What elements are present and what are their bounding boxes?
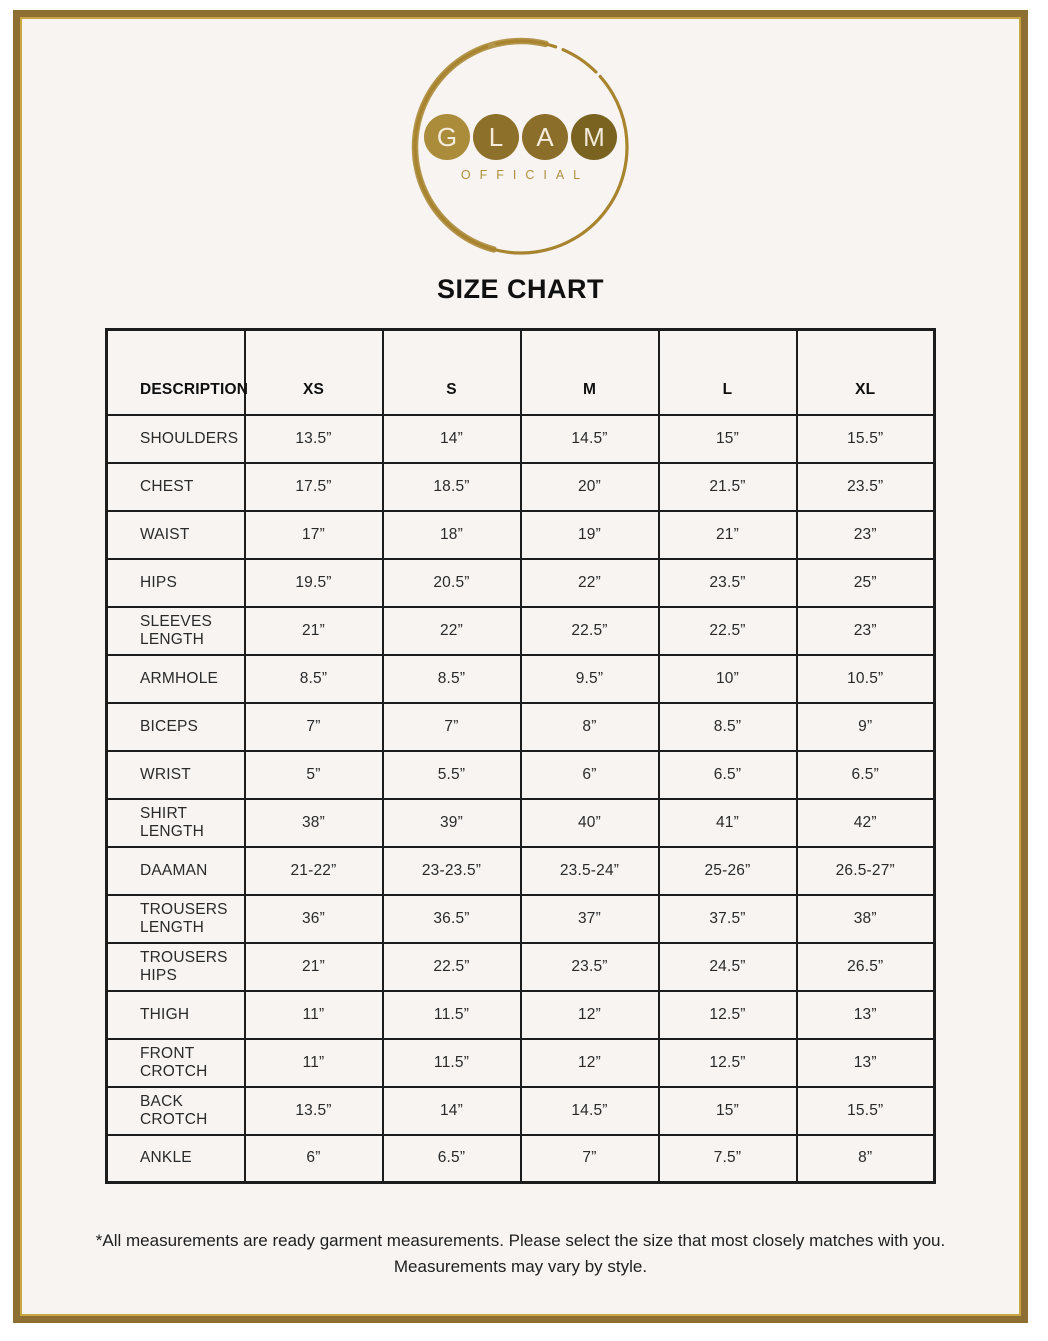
row-label: CHEST <box>107 463 245 511</box>
size-value: 11” <box>245 991 383 1039</box>
column-header-m: M <box>521 330 659 415</box>
size-value: 22.5” <box>521 607 659 655</box>
size-value: 41” <box>659 799 797 847</box>
size-value: 26.5-27” <box>797 847 935 895</box>
size-value: 10” <box>659 655 797 703</box>
table-row <box>107 463 935 511</box>
row-label: TROUSERS LENGTH <box>107 895 245 943</box>
size-value: 23.5” <box>521 943 659 991</box>
size-value: 6.5” <box>659 751 797 799</box>
size-value: 21-22” <box>245 847 383 895</box>
size-value: 22” <box>383 607 521 655</box>
size-value: 17” <box>245 511 383 559</box>
row-label: DAAMAN <box>107 847 245 895</box>
logo-letter-l: L <box>473 114 519 160</box>
size-value: 12.5” <box>659 1039 797 1087</box>
size-value: 8” <box>797 1135 935 1183</box>
size-value: 7” <box>245 703 383 751</box>
row-label: ARMHOLE <box>107 655 245 703</box>
size-value: 39” <box>383 799 521 847</box>
size-chart-table <box>105 328 936 1184</box>
size-value: 5.5” <box>383 751 521 799</box>
row-label: THIGH <box>107 991 245 1039</box>
decorative-gold-frame <box>13 10 1028 1323</box>
size-value: 13” <box>797 991 935 1039</box>
size-value: 8” <box>521 703 659 751</box>
size-value: 14” <box>383 1087 521 1135</box>
size-value: 14” <box>383 415 521 463</box>
size-value: 18.5” <box>383 463 521 511</box>
size-value: 15.5” <box>797 1087 935 1135</box>
size-value: 22.5” <box>659 607 797 655</box>
page-title: SIZE CHART <box>437 274 604 304</box>
row-label: FRONT CROTCH <box>107 1039 245 1087</box>
size-value: 23.5” <box>659 559 797 607</box>
size-value: 38” <box>797 895 935 943</box>
row-label: WAIST <box>107 511 245 559</box>
row-label: SHOULDERS <box>107 415 245 463</box>
row-label: SLEEVES LENGTH <box>107 607 245 655</box>
size-value: 15” <box>659 1087 797 1135</box>
size-value: 7.5” <box>659 1135 797 1183</box>
column-header-l: L <box>659 330 797 415</box>
table-row <box>107 751 935 799</box>
size-value: 17.5” <box>245 463 383 511</box>
size-value: 12” <box>521 1039 659 1087</box>
size-value: 12.5” <box>659 991 797 1039</box>
row-label: ANKLE <box>107 1135 245 1183</box>
size-value: 23” <box>797 607 935 655</box>
size-value: 15.5” <box>797 415 935 463</box>
size-value: 11” <box>245 1039 383 1087</box>
size-value: 11.5” <box>383 991 521 1039</box>
size-value: 6.5” <box>797 751 935 799</box>
size-value: 23.5-24” <box>521 847 659 895</box>
size-value: 21” <box>245 607 383 655</box>
size-value: 25-26” <box>659 847 797 895</box>
table-row <box>107 943 935 991</box>
logo-letters <box>407 114 635 160</box>
row-label: BICEPS <box>107 703 245 751</box>
size-value: 26.5” <box>797 943 935 991</box>
size-value: 21” <box>659 511 797 559</box>
table-row <box>107 703 935 751</box>
logo-letter-g: G <box>424 114 470 160</box>
size-value: 36” <box>245 895 383 943</box>
row-label: WRIST <box>107 751 245 799</box>
column-header-description: DESCRIPTION <box>107 330 245 415</box>
size-value: 13.5” <box>245 1087 383 1135</box>
row-label: TROUSERS HIPS <box>107 943 245 991</box>
size-value: 36.5” <box>383 895 521 943</box>
table-header-row <box>107 330 935 415</box>
size-value: 6” <box>521 751 659 799</box>
size-value: 18” <box>383 511 521 559</box>
size-value: 10.5” <box>797 655 935 703</box>
table-row <box>107 655 935 703</box>
size-value: 9” <box>797 703 935 751</box>
size-value: 8.5” <box>659 703 797 751</box>
size-value: 6” <box>245 1135 383 1183</box>
footnote <box>22 1228 1019 1280</box>
size-value: 23-23.5” <box>383 847 521 895</box>
logo-letter-a: A <box>522 114 568 160</box>
size-value: 12” <box>521 991 659 1039</box>
table-row <box>107 1135 935 1183</box>
table-row <box>107 415 935 463</box>
size-value: 21” <box>245 943 383 991</box>
column-header-s: S <box>383 330 521 415</box>
size-value: 14.5” <box>521 415 659 463</box>
size-value: 42” <box>797 799 935 847</box>
table-row <box>107 991 935 1039</box>
row-label: BACK CROTCH <box>107 1087 245 1135</box>
table-row <box>107 511 935 559</box>
logo-letter-m: M <box>571 114 617 160</box>
logo-subtitle: OFFICIAL <box>460 168 590 182</box>
size-value: 15” <box>659 415 797 463</box>
glam-logo <box>407 33 635 261</box>
footnote-line-2: Measurements may vary by style. <box>393 1257 648 1276</box>
size-value: 13” <box>797 1039 935 1087</box>
footnote-line-1: *All measurements are ready garment measurements. Please select the size that most closely matches with you. <box>95 1231 946 1250</box>
size-value: 5” <box>245 751 383 799</box>
column-header-xs: XS <box>245 330 383 415</box>
size-value: 37.5” <box>659 895 797 943</box>
size-value: 7” <box>521 1135 659 1183</box>
size-value: 20.5” <box>383 559 521 607</box>
size-value: 6.5” <box>383 1135 521 1183</box>
size-value: 25” <box>797 559 935 607</box>
size-value: 40” <box>521 799 659 847</box>
size-value: 14.5” <box>521 1087 659 1135</box>
size-value: 22” <box>521 559 659 607</box>
size-value: 24.5” <box>659 943 797 991</box>
size-value: 19” <box>521 511 659 559</box>
table-row <box>107 1039 935 1087</box>
table-row <box>107 559 935 607</box>
size-value: 13.5” <box>245 415 383 463</box>
column-header-xl: XL <box>797 330 935 415</box>
table-row <box>107 1087 935 1135</box>
size-value: 8.5” <box>383 655 521 703</box>
frame-inner-line <box>20 17 1021 1316</box>
table-row <box>107 607 935 655</box>
size-value: 9.5” <box>521 655 659 703</box>
size-value: 23.5” <box>797 463 935 511</box>
size-value: 38” <box>245 799 383 847</box>
size-value: 7” <box>383 703 521 751</box>
table-row <box>107 847 935 895</box>
size-value: 21.5” <box>659 463 797 511</box>
size-value: 37” <box>521 895 659 943</box>
size-value: 19.5” <box>245 559 383 607</box>
row-label: HIPS <box>107 559 245 607</box>
size-value: 23” <box>797 511 935 559</box>
size-value: 11.5” <box>383 1039 521 1087</box>
size-value: 20” <box>521 463 659 511</box>
table-row <box>107 895 935 943</box>
size-value: 22.5” <box>383 943 521 991</box>
table-row <box>107 799 935 847</box>
row-label: SHIRT LENGTH <box>107 799 245 847</box>
size-value: 8.5” <box>245 655 383 703</box>
